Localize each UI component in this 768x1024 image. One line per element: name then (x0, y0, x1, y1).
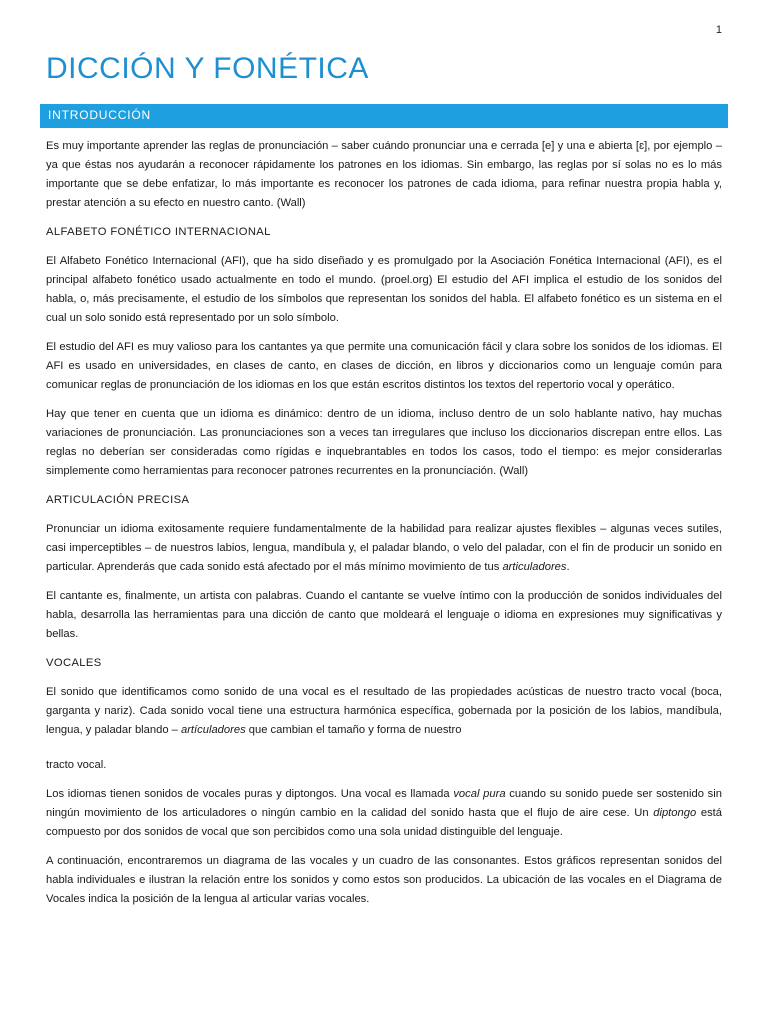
heading-vocales: VOCALES (46, 657, 102, 669)
text-run: que cambian el tamaño y forma de nuestro (245, 724, 462, 736)
document-body (46, 137, 722, 919)
paragraph-afi-value: El estudio del AFI es muy valioso para los cantantes ya que permite una comunicación fácil y clara sobre los sonidos de los idiomas. El AFI es usado en universidades, en clases de canto, en clases de dicción, en libros y diccionarios como un lenguaje común para comunicar reglas de pronunciación de los idiomas en los que están escritos distintos los textos del repertorio vocal y operático. (46, 341, 722, 391)
paragraph-singer-artist: El cantante es, finalmente, un artista con palabras. Cuando el cantante se vuelve íntimo con la producción de sonidos individuales del habla, desarrolla las herramientas para una dicción de canto que moldeará el lenguaje o idioma en expresiones muy significativas y bellas. (46, 590, 722, 640)
paragraph-vowel-sound (46, 683, 722, 740)
text-run: Pronunciar un idioma exitosamente requiere fundamentalmente de la habilidad para realizar ajustes flexibles – algunas veces sutiles, casi imperceptibles – de nuestros labios, lengua, mandíbula y, el paladar blando, o velo del paladar, con el fin de producir un sonido en particular. Aprenderás que cada sonido está afectado por el más mínimo movimiento de tus (46, 523, 722, 573)
text-run: está compuesto por dos sonidos de vocal que son percibidos como una sola unidad distinguible del lenguaje. (46, 807, 722, 838)
text-run: El sonido que identificamos como sonido de una vocal es el resultado de las propiedades acústicas de nuestro tracto vocal (boca, garganta y nariz). Cada sonido vocal tiene una estructura harmónica específica, gobernada por la posición de los labios, mandíbula, lengua, y paladar blando – (46, 686, 722, 736)
document-title: DICCIÓN Y FONÉTICA (46, 52, 369, 85)
page-number: 1 (715, 24, 722, 36)
paragraph-language-dynamic: Hay que tener en cuenta que un idioma es dinámico: dentro de un idioma, incluso dentro de un solo hablante nativo, hay muchas variaciones de pronunciación. Las pronunciaciones son a veces tan irregulares que incluso los diccionarios discrepan entre ellos. Las reglas no deberían ser consideradas como rígidas e inquebrantables en todos los casos, todo el tiempo: es mejor considerarlas simplemente como herramientas para reconocer patrones recurrentes en la pronunciación. (Wall) (46, 408, 722, 477)
paragraph-vowel-tract: tracto vocal. (46, 759, 107, 771)
paragraph-diagrams-intro: A continuación, encontraremos un diagrama de las vocales y un cuadro de las consonantes. Estos gráficos representan sonidos del habla individuales e ilustran la relación entre los sonidos y como estos son producidos. La ubicación de las vocales en el Diagrama de Vocales indica la posición de la lengua al articular varias vocales. (46, 855, 722, 905)
heading-alfabeto-fonetico: ALFABETO FONÉTICO INTERNACIONAL (46, 226, 271, 238)
paragraph-intro: Es muy importante aprender las reglas de pronunciación – saber cuándo pronunciar una e cerrada [e] y una e abierta [ɛ], por ejemplo – ya que éstas nos ayudarán a reconocer rápidamente los patrones en los idiomas. Sin embargo, las reglas por sí solas no es lo más importante que se debe enfatizar, lo más importante es reconocer los patrones de cada idioma, para refinar nuestra propia habla y, prestar atención a su efecto en nuestro canto. (Wall) (46, 140, 722, 209)
section-header-introduccion: INTRODUCCIÓN (40, 104, 728, 128)
paragraph-articulation (46, 520, 722, 577)
paragraph-afi-definition: El Alfabeto Fonético Internacional (AFI), que ha sido diseñado y es promulgado por la Asociación Fonética Internacional (AFI), es el principal alfabeto fonético usado actualmente en todo el mundo. (proel.org) El estudio del AFI implica el estudio de los sonidos del habla, o, más precisamente, el estudio de los símbolos que representan los sonidos del habla. El alfabeto fonético es un sistema en el cual un solo sonido está representado por un solo símbolo. (46, 255, 722, 324)
emphasis-articuladores: artículadores (180, 724, 246, 736)
text-run: Los idiomas tienen sonidos de vocales puras y diptongos. Una vocal es llamada (46, 788, 454, 800)
text-run: cuando su sonido puede ser sostenido sin ningún movimiento de los articuladores o ningún cambio en la calidad del sonido hasta que el flujo de aire cese. Un (46, 788, 722, 819)
heading-articulacion-precisa: ARTICULACIÓN PRECISA (46, 494, 190, 506)
text-run: . (566, 561, 570, 573)
emphasis-vocal-pura: vocal pura (453, 788, 506, 800)
emphasis-articuladores: articuladores (502, 561, 567, 573)
paragraph-pure-vowels-diphthongs (46, 785, 722, 842)
emphasis-diptongo: diptongo (653, 807, 697, 819)
